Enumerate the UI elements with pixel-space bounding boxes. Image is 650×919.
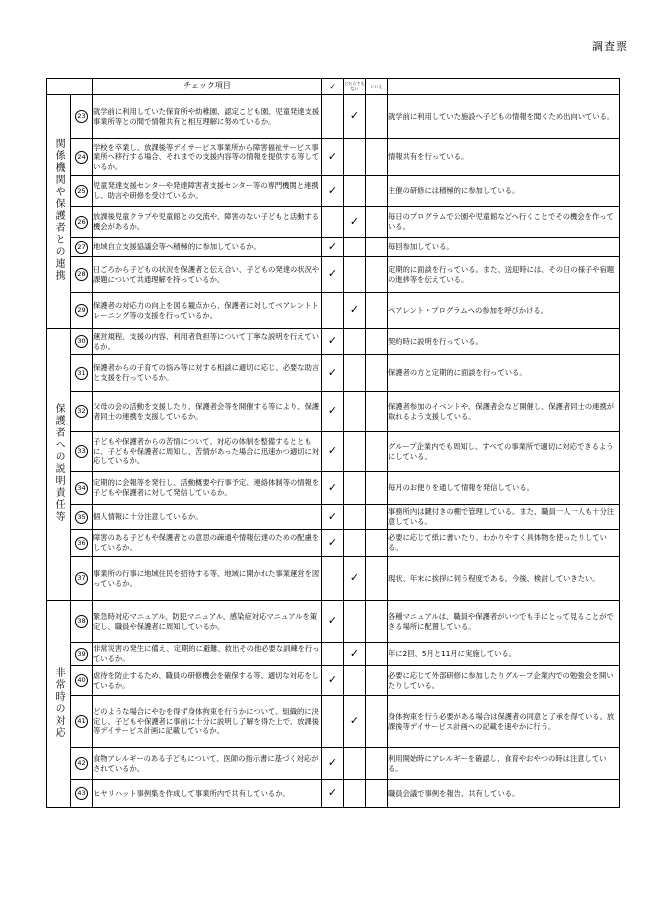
check-item-text: 虐待を防止するため、職員の研修機会を確保する等、適切な対応をしているか。 <box>93 666 322 696</box>
note-text: 必要に応じて紙に書いたり、わかりやすく具体物を使ったりしている。 <box>388 530 620 557</box>
item-number-cell <box>71 355 93 392</box>
item-number: 32 <box>75 405 88 418</box>
answer-yes-cell <box>322 238 344 257</box>
answer-no-cell <box>366 257 388 293</box>
note-text: 利用開始時にアレルギーを確認し、食育やおやつの時は注意している。 <box>388 748 620 780</box>
answer-no-cell <box>366 643 388 666</box>
item-number: 24 <box>75 151 88 164</box>
note-text: ペアレント・プログラムへの参加を呼びかける。 <box>388 293 620 329</box>
answer-yes-cell <box>322 601 344 643</box>
table-row <box>47 257 620 293</box>
answer-neither-cell <box>344 257 366 293</box>
item-number-cell <box>71 696 93 748</box>
item-number: 35 <box>75 511 88 524</box>
checkmark-icon: ✓ <box>327 614 338 628</box>
check-item-text: 父母の会の活動を支援したり、保護者会等を開催する等により、保護者同士の連携を支援しているか。 <box>93 392 322 432</box>
answer-neither-cell <box>344 95 366 139</box>
item-number: 34 <box>75 482 88 495</box>
answer-yes-cell <box>322 557 344 601</box>
check-item-text: 緊急時対応マニュアル、防犯マニュアル、感染症対応マニュアルを策定し、職員や保護者に周知しているか。 <box>93 601 322 643</box>
item-number-cell <box>71 329 93 355</box>
table-row <box>47 780 620 808</box>
table-row <box>47 696 620 748</box>
answer-neither-cell <box>344 696 366 748</box>
checkmark-icon: ✓ <box>349 714 360 728</box>
category-cell <box>47 95 71 329</box>
answer-neither-cell <box>344 643 366 666</box>
checklist-table <box>46 78 620 808</box>
note-text: 身体拘束を行う必要がある場合は保護者の同意と了承を得ている。放課後等デイサービス計画への記載を速やかに行う。 <box>388 696 620 748</box>
checkmark-icon: ✓ <box>327 480 338 494</box>
answer-yes-cell <box>322 472 344 505</box>
answer-neither-cell <box>344 293 366 329</box>
item-number: 42 <box>75 757 88 770</box>
answer-yes-cell <box>322 530 344 557</box>
item-number: 37 <box>75 572 88 585</box>
answer-neither-cell <box>344 601 366 643</box>
checkmark-icon: ✓ <box>349 646 360 660</box>
checkmark-icon: ✓ <box>327 404 338 418</box>
checkmark-icon: ✓ <box>349 214 360 228</box>
answer-yes-cell <box>322 207 344 238</box>
checkmark-icon: ✓ <box>327 509 338 523</box>
table-row <box>47 392 620 432</box>
item-number-cell <box>71 780 93 808</box>
check-item-text: 保護者の対応力の向上を図る観点から、保護者に対してペアレントトレーニング等の支援を行っているか。 <box>93 293 322 329</box>
item-number: 30 <box>75 335 88 348</box>
item-number-cell <box>71 601 93 643</box>
note-text: 定期的に面談を行っている。また、送迎時には、その日の様子や宿題の進捗等を伝えている。 <box>388 257 620 293</box>
checkmark-icon: ✓ <box>349 571 360 585</box>
category-label: 保護者への説明責任等 <box>53 403 65 524</box>
item-number: 39 <box>75 648 88 661</box>
answer-yes-cell <box>322 748 344 780</box>
header-check-item: チェック項目 <box>93 79 322 95</box>
item-number-cell <box>71 392 93 432</box>
item-number-cell <box>71 432 93 472</box>
answer-yes-cell <box>322 139 344 176</box>
header-blank <box>47 79 93 95</box>
answer-no-cell <box>366 176 388 207</box>
note-text: 契約時に説明を行っている。 <box>388 329 620 355</box>
item-number-cell <box>71 293 93 329</box>
checkmark-icon: ✓ <box>327 673 338 687</box>
answer-neither-cell <box>344 329 366 355</box>
note-text: 必要に応じて外部研修に参加したりグループ企業内での勉強会を開いたりしている。 <box>388 666 620 696</box>
answer-no-cell <box>366 139 388 176</box>
note-text: 就学前に利用していた施設へ子どもの情報を聞くため出向いている。 <box>388 95 620 139</box>
answer-yes-cell <box>322 293 344 329</box>
checkmark-icon: ✓ <box>327 444 338 458</box>
note-text: 主催の研修には積極的に参加している。 <box>388 176 620 207</box>
item-number-cell <box>71 748 93 780</box>
answer-yes-cell <box>322 780 344 808</box>
category-label: 非常時の対応 <box>53 666 65 739</box>
answer-no-cell <box>366 432 388 472</box>
check-item-text: 児童発達支援センターや発達障害者支援センター等の専門機関と連携し、助言や研修を受けているか。 <box>93 176 322 207</box>
table-row <box>47 176 620 207</box>
answer-yes-cell <box>322 696 344 748</box>
item-number-cell <box>71 176 93 207</box>
check-item-text: 障害のある子どもや保護者との意思の疎通や情報伝達のための配慮をしているか。 <box>93 530 322 557</box>
answer-no-cell <box>366 530 388 557</box>
item-number-cell <box>71 557 93 601</box>
note-text: 保護者の方と定期的に面談を行っている。 <box>388 355 620 392</box>
note-text: 各種マニュアルは、職員や保護者がいつでも手にとって見ることができる場所に配置している。 <box>388 601 620 643</box>
note-text: 情報共有を行っている。 <box>388 139 620 176</box>
table-row <box>47 207 620 238</box>
answer-no-cell <box>366 557 388 601</box>
table-row <box>47 505 620 530</box>
answer-no-cell <box>366 505 388 530</box>
answer-no-cell <box>366 329 388 355</box>
header-note <box>388 79 620 95</box>
check-item-text: ヒヤリハット事例集を作成して事業所内で共有しているか。 <box>93 780 322 808</box>
table-row <box>47 601 620 643</box>
answer-yes-cell <box>322 95 344 139</box>
check-item-text: 個人情報に十分注意しているか。 <box>93 505 322 530</box>
item-number: 29 <box>75 304 88 317</box>
table-row <box>47 329 620 355</box>
check-item-text: 日ごろから子どもの状況を保護者と伝え合い、子どもの発達の状況や課題について共通理解を持っているか。 <box>93 257 322 293</box>
item-number: 31 <box>75 367 88 380</box>
answer-yes-cell <box>322 666 344 696</box>
table-row <box>47 643 620 666</box>
answer-yes-cell <box>322 505 344 530</box>
item-number-cell <box>71 643 93 666</box>
check-item-text: 非常災害の発生に備え、定期的に避難、救出その他必要な訓練を行っているか。 <box>93 643 322 666</box>
item-number-cell <box>71 139 93 176</box>
answer-neither-cell <box>344 748 366 780</box>
answer-neither-cell <box>344 139 366 176</box>
table-row <box>47 748 620 780</box>
checkmark-icon: ✓ <box>327 149 338 163</box>
check-item-text: 就学前に利用していた保育所や幼稚園、認定こども園、児童発達支援事業所等との間で情報共有と相互理解に努めているか。 <box>93 95 322 139</box>
note-text: グループ企業内でも周知し、すべての事業所で適切に対応できるようにしている。 <box>388 432 620 472</box>
note-text: 年に2回、5月と11月に実施している。 <box>388 643 620 666</box>
checkmark-icon: ✓ <box>327 535 338 549</box>
item-number-cell <box>71 666 93 696</box>
category-cell <box>47 329 71 601</box>
answer-neither-cell <box>344 392 366 432</box>
answer-neither-cell <box>344 780 366 808</box>
answer-neither-cell <box>344 176 366 207</box>
answer-yes-cell <box>322 176 344 207</box>
table-row <box>47 432 620 472</box>
check-item-text: 保護者からの子育ての悩み等に対する相談に適切に応じ、必要な助言と支援を行っているか。 <box>93 355 322 392</box>
note-text: 現状、年末に挨拶に伺う程度である。今後、検討していきたい。 <box>388 557 620 601</box>
answer-no-cell <box>366 95 388 139</box>
note-text: 職員会議で事例を報告、共有している。 <box>388 780 620 808</box>
answer-neither-cell <box>344 505 366 530</box>
item-number-cell <box>71 530 93 557</box>
item-number: 27 <box>75 241 88 254</box>
item-number: 26 <box>75 216 88 229</box>
checkmark-icon: ✓ <box>349 303 360 317</box>
checkmark-icon: ✓ <box>327 239 338 253</box>
header-yes: ✓ <box>322 79 344 95</box>
answer-yes-cell <box>322 355 344 392</box>
answer-no-cell <box>366 780 388 808</box>
item-number-cell <box>71 505 93 530</box>
check-item-text: どのような場合にやむを得ず身体拘束を行うかについて、組織的に決定し、子どもや保護者に事前に十分に説明し了解を得た上で、放課後等デイサービス計画に記載しているか。 <box>93 696 322 748</box>
category-cell <box>47 601 71 808</box>
checklist-body <box>47 95 620 808</box>
checkmark-icon: ✓ <box>327 365 338 379</box>
item-number: 38 <box>75 615 88 628</box>
answer-no-cell <box>366 748 388 780</box>
checkmark-icon: ✓ <box>327 183 338 197</box>
item-number-cell <box>71 95 93 139</box>
check-item-text: 地域自立支援協議会等へ積極的に参加しているか。 <box>93 238 322 257</box>
answer-neither-cell <box>344 472 366 505</box>
answer-no-cell <box>366 392 388 432</box>
answer-neither-cell <box>344 557 366 601</box>
note-text: 毎日のプログラムで公園や児童館などへ行くことでその機会を作っている。 <box>388 207 620 238</box>
answer-neither-cell <box>344 355 366 392</box>
note-text: 保護者参加のイベントや、保護者会など開催し、保護者同士の連携が取れるよう支援している。 <box>388 392 620 432</box>
item-number: 28 <box>75 268 88 281</box>
answer-neither-cell <box>344 432 366 472</box>
item-number: 33 <box>75 445 88 458</box>
table-row <box>47 472 620 505</box>
answer-no-cell <box>366 355 388 392</box>
note-text: 毎月のお便りを通して情報を発信している。 <box>388 472 620 505</box>
answer-no-cell <box>366 207 388 238</box>
table-row <box>47 238 620 257</box>
note-text: 事務所内は鍵付きの棚で管理している。また、職員一人一人も十分注意している。 <box>388 505 620 530</box>
answer-yes-cell <box>322 643 344 666</box>
answer-no-cell <box>366 293 388 329</box>
checkmark-icon: ✓ <box>327 267 338 281</box>
check-item-text: 食物アレルギーのある子どもについて、医師の指示書に基づく対応がされているか。 <box>93 748 322 780</box>
table-row <box>47 293 620 329</box>
item-number: 23 <box>75 110 88 123</box>
answer-yes-cell <box>322 329 344 355</box>
answer-yes-cell <box>322 257 344 293</box>
checkmark-icon: ✓ <box>327 334 338 348</box>
item-number-cell <box>71 257 93 293</box>
answer-neither-cell <box>344 530 366 557</box>
category-label: 関係機関や保護者との連携 <box>53 138 65 283</box>
item-number-cell <box>71 207 93 238</box>
answer-no-cell <box>366 472 388 505</box>
check-item-text: 子どもや保護者からの苦情について、対応の体制を整備するとともに、子どもや保護者に周知し、苦情があった場合に迅速かつ適切に対応しているか。 <box>93 432 322 472</box>
table-row <box>47 355 620 392</box>
check-item-text: 事業所の行事に地域住民を招待する等、地域に開かれた事業運営を図っているか。 <box>93 557 322 601</box>
answer-yes-cell <box>322 392 344 432</box>
check-item-text: 学校を卒業し、放課後等デイサービス事業所から障害福祉サービス事業所へ移行する場合、それまでの支援内容等の情報を提供する等しているか。 <box>93 139 322 176</box>
item-number: 43 <box>75 787 88 800</box>
check-item-text: 放課後児童クラブや児童館との交流や、障害のない子どもと活動する機会があるか。 <box>93 207 322 238</box>
note-text: 毎回参加している。 <box>388 238 620 257</box>
item-number-cell <box>71 238 93 257</box>
document-title: 調査票 <box>592 40 628 53</box>
table-row <box>47 530 620 557</box>
header-neither: どちらでもない <box>344 79 366 95</box>
answer-yes-cell <box>322 432 344 472</box>
table-row <box>47 95 620 139</box>
item-number: 36 <box>75 537 88 550</box>
answer-neither-cell <box>344 666 366 696</box>
check-item-text: 運営規程、支援の内容、利用者負担等について丁寧な説明を行えているか。 <box>93 329 322 355</box>
check-item-text: 定期的に会報等を発行し、活動概要や行事予定、連絡体制等の情報を子どもや保護者に対して発信しているか。 <box>93 472 322 505</box>
answer-no-cell <box>366 238 388 257</box>
checkmark-icon: ✓ <box>349 109 360 123</box>
header-no: いいえ <box>366 79 388 95</box>
checkmark-icon: ✓ <box>327 756 338 770</box>
answer-no-cell <box>366 696 388 748</box>
table-row <box>47 666 620 696</box>
item-number: 40 <box>75 674 88 687</box>
checkmark-icon: ✓ <box>327 786 338 800</box>
answer-no-cell <box>366 601 388 643</box>
table-row <box>47 139 620 176</box>
item-number: 25 <box>75 185 88 198</box>
item-number: 41 <box>75 715 88 728</box>
answer-neither-cell <box>344 238 366 257</box>
table-row <box>47 557 620 601</box>
answer-neither-cell <box>344 207 366 238</box>
item-number-cell <box>71 472 93 505</box>
answer-no-cell <box>366 666 388 696</box>
